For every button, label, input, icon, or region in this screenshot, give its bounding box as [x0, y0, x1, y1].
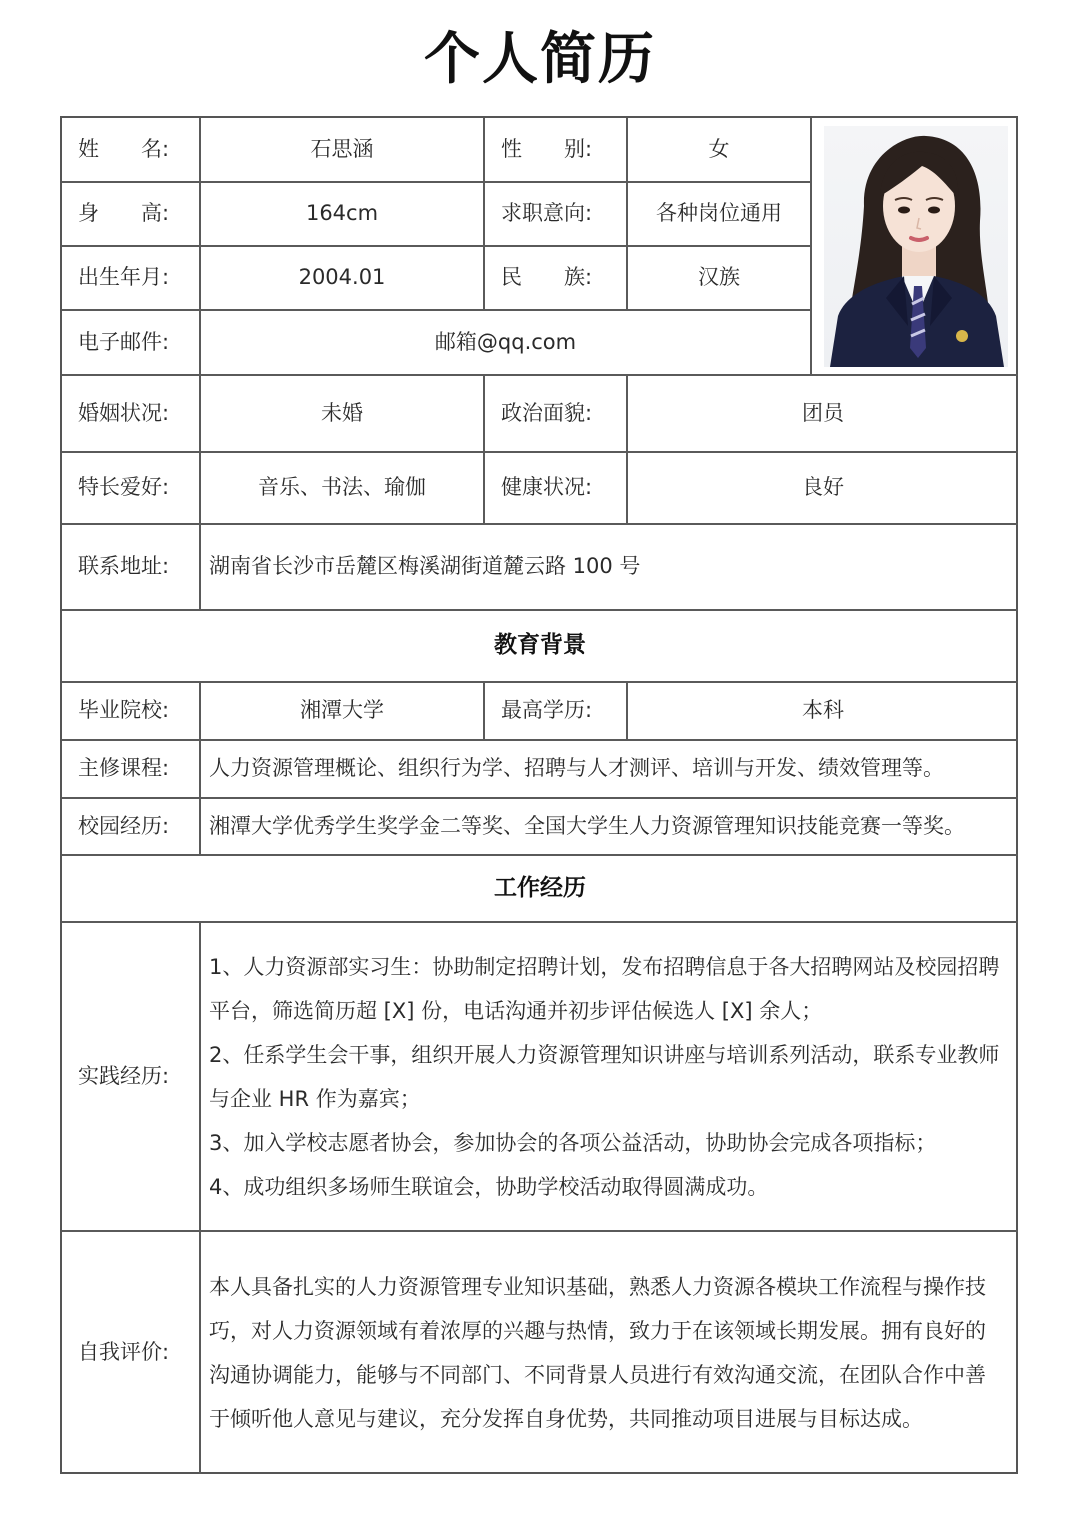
intent-value: 各种岗位通用 — [656, 201, 782, 226]
marital-label: 婚姻状况: — [78, 400, 170, 425]
practice-line: 1、人力资源部实习生：协助制定招聘计划，发布招聘信息于各大招聘网站及校园招聘 — [209, 954, 1000, 979]
political-value: 团员 — [802, 400, 844, 425]
self-eval-content — [201, 1232, 1018, 1474]
email-label: 电子邮件: — [78, 329, 170, 354]
self-eval-label: 自我评价: — [78, 1340, 170, 1365]
health-value: 良好 — [802, 475, 844, 500]
work-heading: 工作经历 — [494, 874, 586, 901]
birth-value: 2004.01 — [298, 265, 386, 290]
practice-line: 与企业 HR 作为嘉宾； — [209, 1086, 421, 1111]
profile-photo — [824, 126, 1008, 367]
self-eval-line: 沟通协调能力，能够与不同部门、不同背景人员进行有效沟通交流，在团队合作中善 — [209, 1363, 986, 1387]
degree-value: 本科 — [802, 698, 844, 723]
school-label: 毕业院校: — [78, 698, 170, 723]
practice-line: 3、加入学校志愿者协会，参加协会的各项公益活动，协助协会完成各项指标； — [209, 1130, 937, 1155]
courses-label: 主修课程: — [78, 756, 170, 781]
hobby-label: 特长爱好: — [78, 475, 170, 500]
practice-line: 2、任系学生会干事，组织开展人力资源管理知识讲座与培训系列活动，联系专业教师 — [209, 1042, 1000, 1067]
school-value: 湘潭大学 — [300, 698, 384, 723]
self-eval-line: 巧，对人力资源领域有着浓厚的兴趣与热情，致力于在该领域长期发展。拥有良好的 — [209, 1319, 986, 1343]
self-eval-line: 于倾听他人意见与建议，充分发挥自身优势，共同推动项目进展与目标达成。 — [209, 1407, 923, 1431]
name-value: 石思涵 — [310, 136, 374, 161]
campus-value: 湘潭大学优秀学生奖学金二等奖、全国大学生人力资源管理知识技能竞赛一等奖。 — [209, 813, 965, 838]
health-label: 健康状况: — [501, 475, 593, 500]
name-label: 姓 名: — [78, 136, 170, 161]
degree-label: 最高学历: — [501, 698, 593, 723]
birth-label: 出生年月: — [78, 265, 170, 290]
self-eval-line: 本人具备扎实的人力资源管理专业知识基础，熟悉人力资源各模块工作流程与操作技 — [209, 1275, 986, 1299]
page-title: 个人简历 — [424, 27, 656, 92]
height-label: 身 高: — [78, 201, 170, 226]
ethnic-label: 民 族: — [501, 265, 593, 290]
practice-line: 4、成功组织多场师生联谊会，协助学校活动取得圆满成功。 — [209, 1174, 769, 1199]
practice-content — [201, 923, 1018, 1230]
hobby-value: 音乐、书法、瑜伽 — [258, 475, 426, 500]
resume-table — [60, 116, 1018, 1474]
portrait-image — [824, 126, 1008, 367]
email-value: 邮箱@qq.com — [434, 329, 577, 354]
political-label: 政治面貌: — [501, 400, 593, 425]
intent-label: 求职意向: — [501, 201, 593, 226]
address-value: 湖南省长沙市岳麓区梅溪湖街道麓云路 100 号 — [209, 554, 641, 579]
campus-label: 校园经历: — [78, 813, 170, 838]
practice-line: 平台，筛选简历超 [X] 份，电话沟通并初步评估候选人 [X] 余人； — [209, 998, 823, 1023]
gender-label: 性 别: — [501, 136, 593, 161]
address-label: 联系地址: — [78, 554, 170, 579]
practice-label: 实践经历: — [78, 1063, 170, 1088]
marital-value: 未婚 — [321, 400, 363, 425]
courses-value: 人力资源管理概论、组织行为学、招聘与人才测评、培训与开发、绩效管理等。 — [209, 756, 944, 781]
grid-line — [810, 118, 812, 374]
ethnic-value: 汉族 — [698, 265, 740, 290]
gender-value: 女 — [708, 136, 730, 161]
height-value: 164cm — [305, 201, 379, 226]
education-heading: 教育背景 — [494, 632, 586, 659]
